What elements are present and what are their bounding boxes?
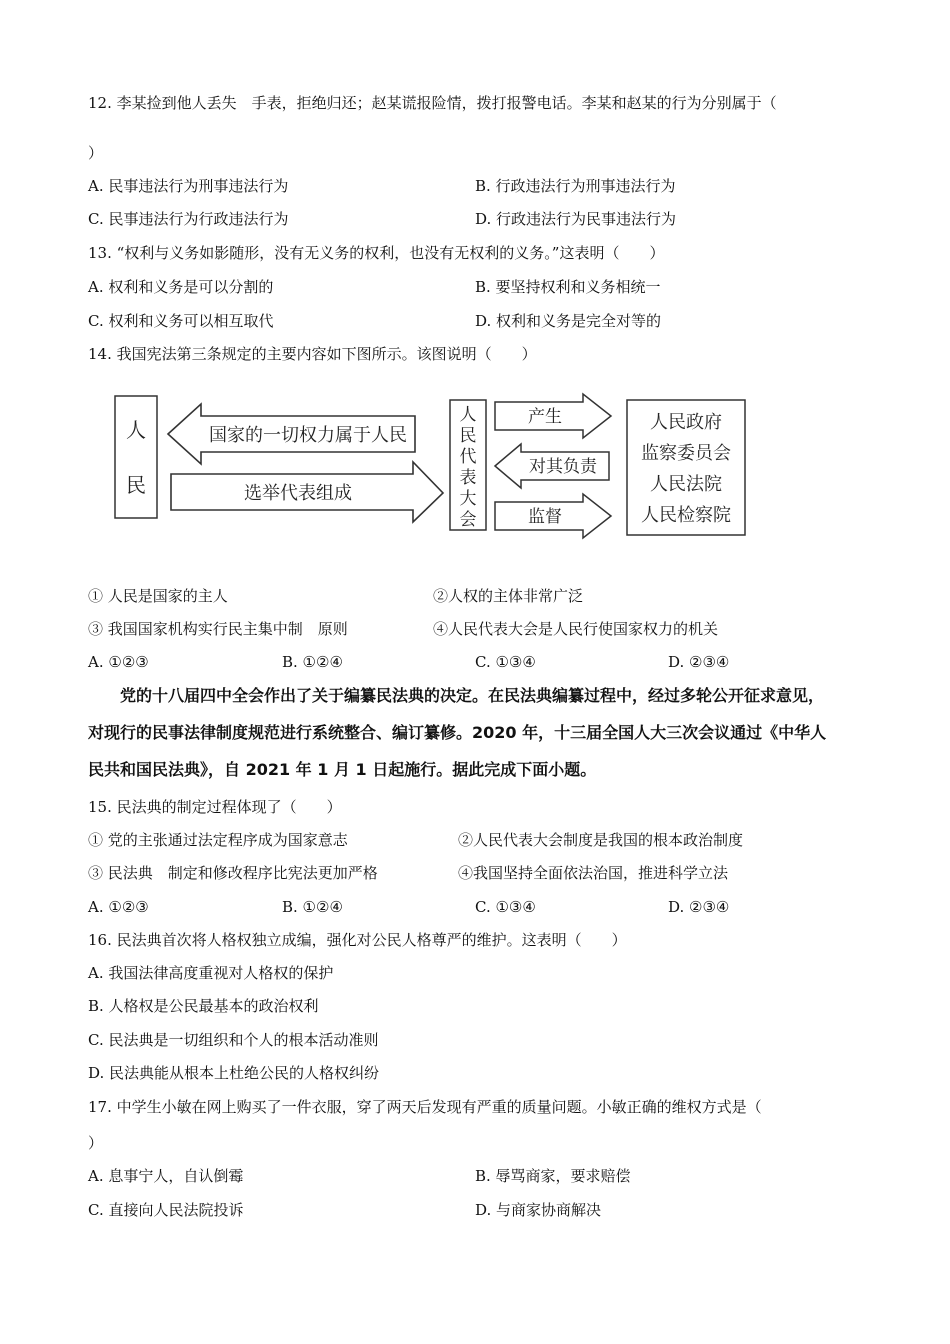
q15-stem: 15. 民法典的制定过程体现了（ ）	[88, 798, 342, 816]
arrow-responsible-label: 对其负责	[529, 457, 597, 477]
congress-char-6: 会	[459, 510, 477, 530]
q17-option-a: A. 息事宁人，自认倒霉	[88, 1167, 244, 1185]
q16-option-a: A. 我国法律高度重视对人格权的保护	[88, 964, 334, 982]
organ-procuratorate: 人民检察院	[641, 505, 731, 526]
q15-statement-3: ③ 民法典 制定和修改程序比宪法更加严格	[88, 864, 378, 882]
congress-char-5: 大	[459, 489, 477, 509]
q16-stem: 16. 民法典首次将人格权独立成编，强化对公民人格尊严的维护。这表明（ ）	[88, 931, 627, 949]
people-char-2: 民	[126, 473, 146, 497]
passage-line-3: 民共和国民法典》，自 2021 年 1 月 1 日起施行。据此完成下面小题。	[88, 760, 597, 779]
q13-stem: 13. “权利与义务如影随形，没有无义务的权利，也没有无权利的义务。”这表明（ ）	[88, 244, 665, 262]
q13-option-a: A. 权利和义务是可以分割的	[88, 278, 274, 296]
q15-option-a: A. ①②③	[88, 898, 149, 916]
q14-option-a: A. ①②③	[88, 653, 149, 671]
q14-statement-2: ②人权的主体非常广泛	[433, 587, 584, 605]
organ-court: 人民法院	[650, 474, 722, 495]
q15-statement-1: ① 党的主张通过法定程序成为国家意志	[88, 831, 348, 849]
q12-stem-end: ）	[88, 144, 104, 162]
q14-stem: 14. 我国宪法第三条规定的主要内容如下图所示。该图说明（ ）	[88, 345, 537, 363]
passage-line-2: 对现行的民事法律制度规范进行系统整合、编订纂修。2020 年，十三届全国人大三次会议通过《中华人	[88, 723, 827, 742]
q14-option-c: C. ①③④	[475, 653, 536, 671]
congress-char-1: 人	[459, 405, 477, 425]
q13-option-c: C. 权利和义务可以相互取代	[88, 312, 274, 330]
q13-option-d: D. 权利和义务是完全对等的	[475, 312, 662, 330]
congress-char-3: 代	[459, 447, 477, 467]
q15-option-d: D. ②③④	[668, 898, 730, 916]
q17-option-c: C. 直接向人民法院投诉	[88, 1201, 244, 1219]
q15-option-c: C. ①③④	[475, 898, 536, 916]
arrow-power-belongs-label: 国家的一切权力属于人民	[209, 425, 407, 446]
q13-option-b: B. 要坚持权利和义务相统一	[475, 278, 661, 296]
q17-stem: 17. 中学生小敏在网上购买了一件衣服，穿了两天后发现有严重的质量问题。小敏正确的维权方式是（	[88, 1098, 762, 1116]
q15-statement-2: ②人民代表大会制度是我国的根本政治制度	[458, 831, 744, 849]
organ-supervision-commission: 监察委员会	[641, 443, 731, 464]
q15-option-b: B. ①②④	[282, 898, 343, 916]
q14-statement-3: ③ 我国国家机构实行民主集中制 原则	[88, 620, 348, 638]
q14-statement-4: ④人民代表大会是人民行使国家权力的机关	[433, 620, 719, 638]
q16-option-b: B. 人格权是公民最基本的政治权利	[88, 997, 319, 1015]
q15-statement-4: ④我国坚持全面依法治国，推进科学立法	[458, 864, 729, 882]
arrow-supervise-label: 监督	[528, 507, 562, 527]
q14-option-d: D. ②③④	[668, 653, 730, 671]
arrow-elect-representatives-label: 选举代表组成	[244, 483, 352, 504]
constitution-diagram-svg	[113, 392, 753, 540]
q12-option-b: B. 行政违法行为刑事违法行为	[475, 177, 676, 195]
q17-stem-end: ）	[88, 1134, 104, 1152]
people-char-1: 人	[126, 418, 146, 442]
constitution-diagram	[113, 392, 753, 540]
passage-line-1: 党的十八届四中全会作出了关于编纂民法典的决定。在民法典编纂过程中，经过多轮公开征求意见，	[88, 686, 825, 705]
q16-option-d: D. 民法典能从根本上杜绝公民的人格权纠纷	[88, 1064, 380, 1082]
q17-option-d: D. 与商家协商解决	[475, 1201, 602, 1219]
q14-statement-1: ① 人民是国家的主人	[88, 587, 228, 605]
q14-option-b: B. ①②④	[282, 653, 343, 671]
q17-option-b: B. 辱骂商家，要求赔偿	[475, 1167, 631, 1185]
congress-char-4: 表	[459, 468, 477, 488]
congress-char-2: 民	[459, 426, 477, 446]
arrow-produce-label: 产生	[528, 407, 562, 427]
q12-option-a: A. 民事违法行为刑事违法行为	[88, 177, 289, 195]
people-box	[115, 396, 157, 518]
q16-option-c: C. 民法典是一切组织和个人的根本活动准则	[88, 1031, 379, 1049]
q12-option-c: C. 民事违法行为行政违法行为	[88, 210, 289, 228]
q12-stem: 12. 李某捡到他人丢失 手表，拒绝归还；赵某谎报险情，拨打报警电话。李某和赵某的行为分别属于（	[88, 94, 777, 112]
q12-option-d: D. 行政违法行为民事违法行为	[475, 210, 677, 228]
organ-government: 人民政府	[650, 412, 722, 433]
